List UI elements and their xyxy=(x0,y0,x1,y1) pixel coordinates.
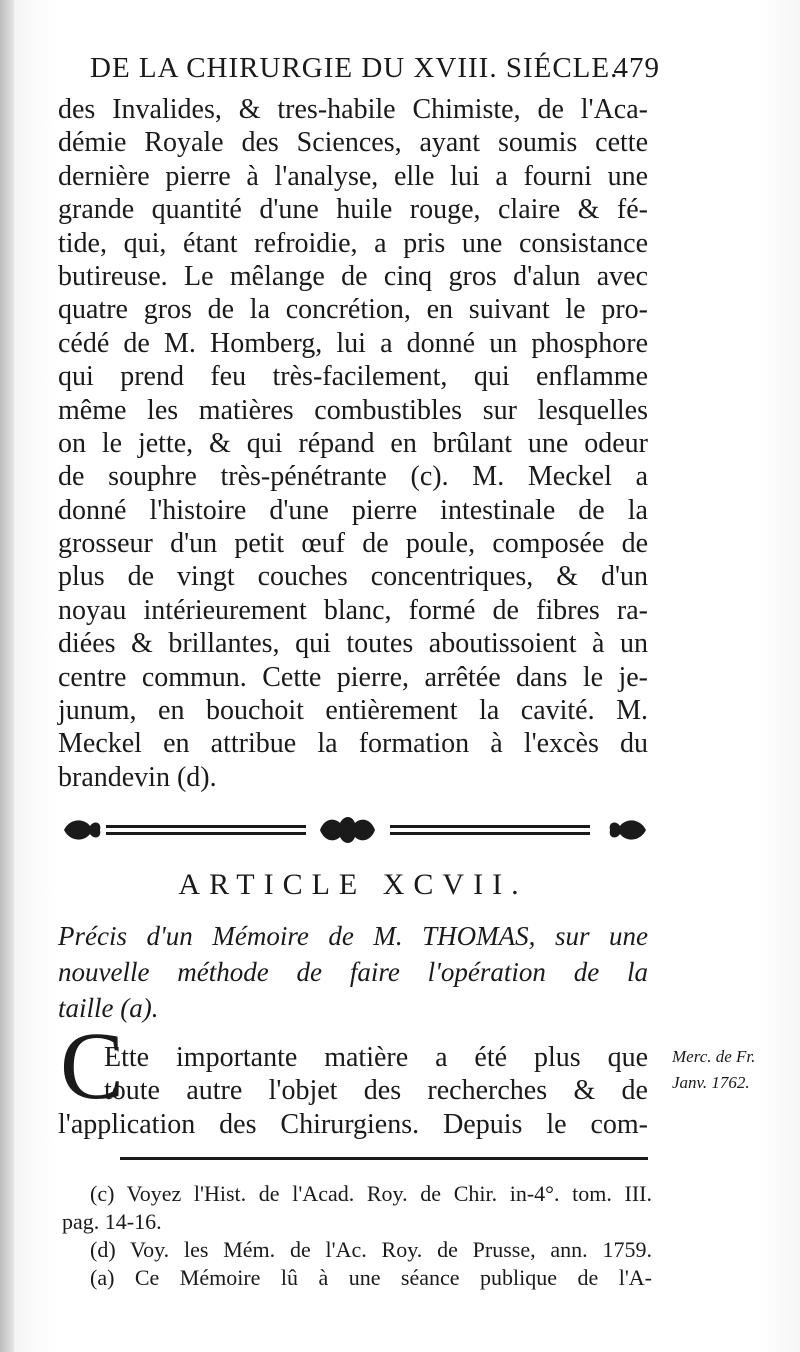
ornamental-divider xyxy=(62,813,648,847)
text-line: centre commun. Cette pierre, arrêtée dans le je- xyxy=(58,661,648,693)
text-line: qui prend feu très-facilement, qui enflamme xyxy=(58,361,648,393)
text-line: des Invalides, & tres-habile Chimiste, de l'Aca- xyxy=(58,94,648,125)
text-line: de souphre très-pénétrante (c). M. Meckel a xyxy=(58,461,648,493)
text-line: junum, en bouchoit entièrement la cavité. M. xyxy=(58,695,648,727)
page-number: 479 xyxy=(613,52,660,84)
running-title: DE LA CHIRURGIE DU XVIII. SIÉCLE. xyxy=(90,52,619,84)
margin-note-line: Merc. de Fr. xyxy=(672,1047,756,1066)
text-line: butireuse. Le mêlange de cinq gros d'alun avec xyxy=(58,260,648,292)
footnotes xyxy=(62,1180,652,1292)
footnote-line: (a) Ce Mémoire lû à une séance publique de l'A- xyxy=(90,1265,652,1290)
text-line: l'application des Chirurgiens. Depuis le com- xyxy=(58,1108,648,1140)
subtitle-line: Précis d'un Mémoire de M. THOMAS, sur une xyxy=(58,921,648,951)
text-line: toute autre l'objet des recherches & de xyxy=(104,1075,648,1107)
text-line: donné l'histoire d'une pierre intestinale de la xyxy=(58,494,648,526)
text-line: démie Royale des Sciences, ayant soumis cette xyxy=(58,127,648,159)
text-line: Ette importante matière a été plus que xyxy=(104,1042,648,1073)
text-line: noyau intérieurement blanc, formé de fibres ra- xyxy=(58,594,648,626)
text-line: grosseur d'un petit œuf de poule, composée de xyxy=(58,528,648,560)
text-line: on le jette, & qui répand en brûlant une odeur xyxy=(58,427,648,459)
article-subtitle xyxy=(58,918,648,1026)
margin-note xyxy=(672,1044,792,1096)
text-line: brandevin (d). xyxy=(58,761,217,793)
text-line: plus de vingt couches concentriques, & d'un xyxy=(58,561,648,593)
text-line: dernière pierre à l'analyse, elle lui a fourni une xyxy=(58,160,648,192)
text-line: tide, qui, étant refroidie, a pris une consistance xyxy=(58,227,648,259)
text-line: grande quantité d'une huile rouge, claire & fé- xyxy=(58,194,648,226)
main-paragraph xyxy=(58,93,648,794)
page-header xyxy=(90,52,660,92)
article-paragraph xyxy=(58,1041,648,1141)
footnote-line: (d) Voy. les Mém. de l'Ac. Roy. de Prusse, ann. 1759. xyxy=(90,1237,652,1262)
text-line: quatre gros de la concrétion, en suivant le pro- xyxy=(58,294,648,326)
text-line: Meckel en attribue la formation à l'excès du xyxy=(58,728,648,760)
drop-cap: C xyxy=(60,1012,125,1119)
text-line: même les matières combustibles sur lesquelles xyxy=(58,394,648,426)
text-line: diées & brillantes, qui toutes aboutissoient à un xyxy=(58,628,648,660)
text-line: cédé de M. Homberg, lui a donné un phosphore xyxy=(58,327,648,359)
margin-note-line: Janv. 1762. xyxy=(672,1073,750,1092)
footnote-line: (c) Voyez l'Hist. de l'Acad. Roy. de Chir. in-4°. tom. III. xyxy=(90,1181,652,1206)
page-edge-shadow xyxy=(0,0,14,1352)
subtitle-line: nouvelle méthode de faire l'opération de la xyxy=(58,957,648,987)
article-title: ARTICLE XCVII. xyxy=(178,868,528,901)
footnote-rule xyxy=(120,1157,648,1160)
subtitle-line: taille (a). xyxy=(58,993,159,1023)
footnote-line: pag. 14-16. xyxy=(62,1209,162,1234)
